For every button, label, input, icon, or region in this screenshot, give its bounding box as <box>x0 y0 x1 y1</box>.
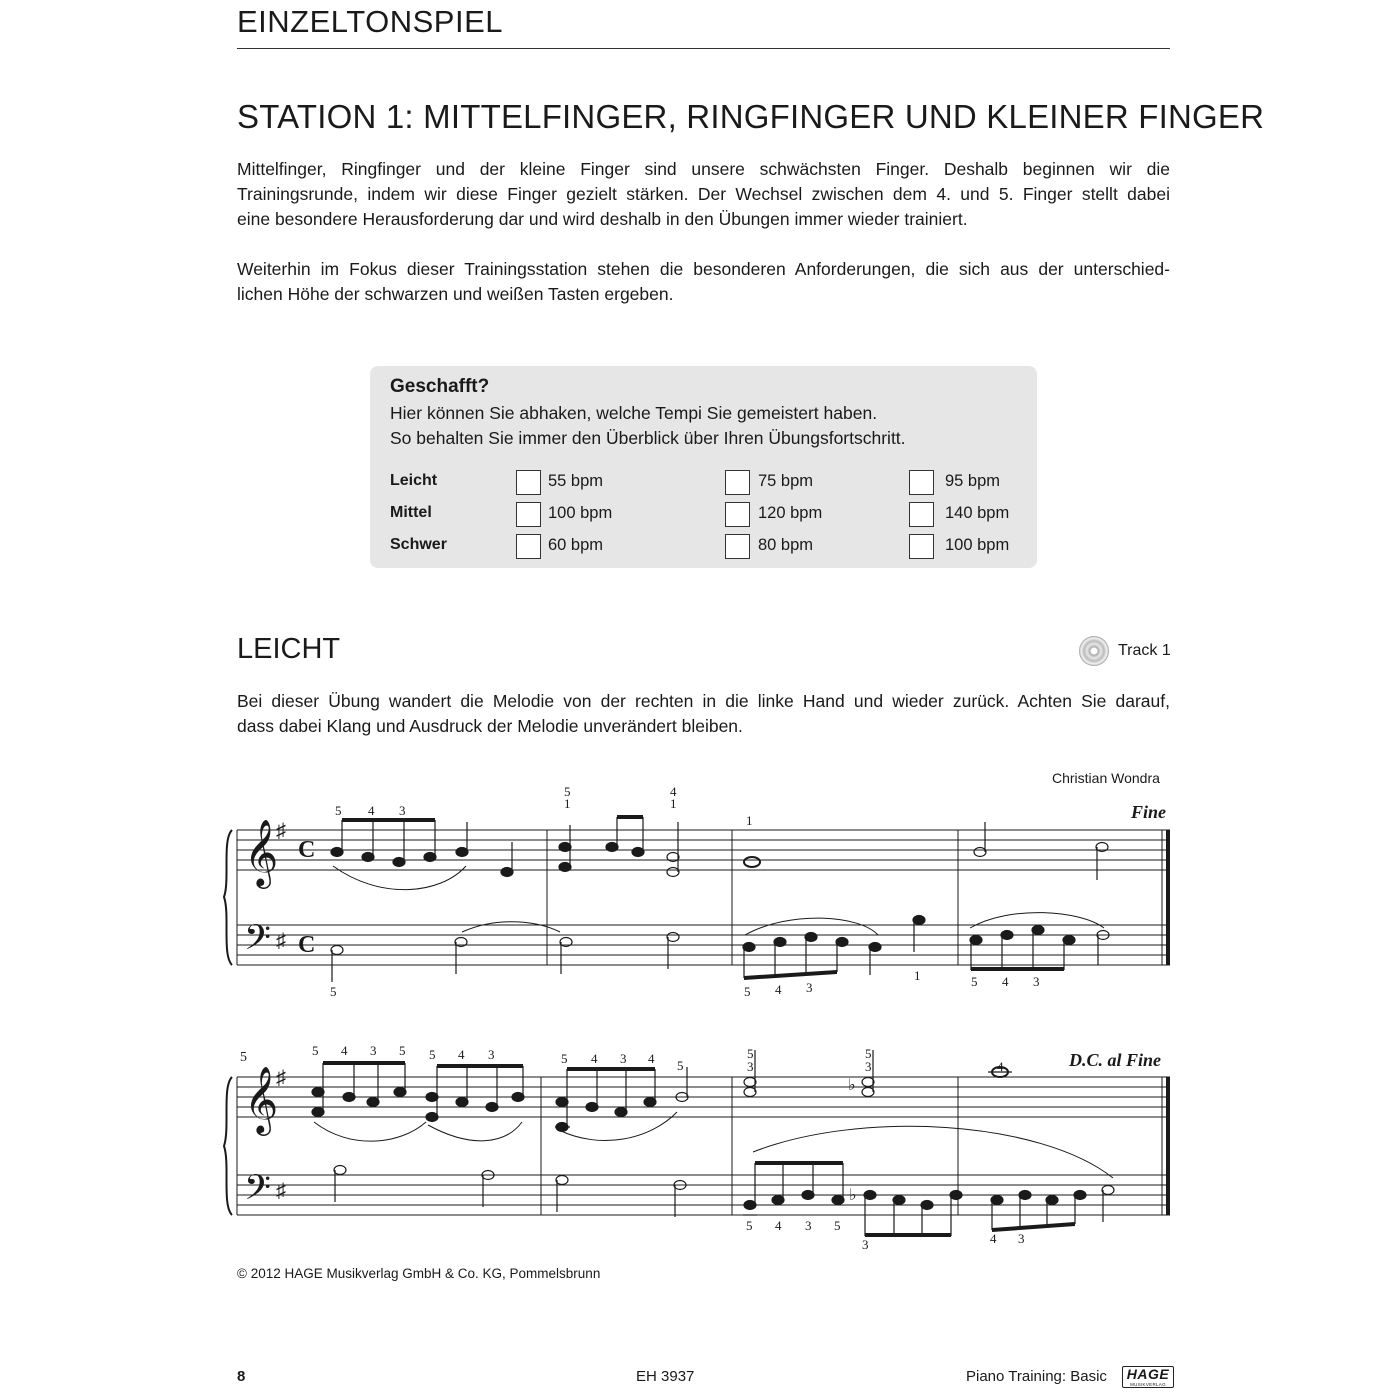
fingering: 3 <box>488 1047 495 1062</box>
row-label-mittel: Mittel <box>390 504 432 521</box>
fingering: 3 <box>806 980 813 995</box>
tempo-label: 140 bpm <box>945 504 1010 522</box>
fingering: 4 <box>368 803 375 818</box>
fingering: 5 <box>564 784 571 799</box>
fingering: 3 <box>1018 1231 1025 1246</box>
intro-p2-line: lichen Höhe der schwarzen und weißen Tasten ergeben. <box>237 284 674 304</box>
publisher-logo <box>1122 1366 1174 1388</box>
sharp-icon: ♯ <box>276 820 286 842</box>
fingering: 3 <box>805 1218 812 1233</box>
fingering: 3 <box>865 1059 872 1074</box>
fingering: 5 <box>746 1218 753 1233</box>
fingering: 1 <box>670 796 677 811</box>
fingering: 4 <box>648 1051 655 1066</box>
fingering: 4 <box>591 1051 598 1066</box>
row-label-schwer: Schwer <box>390 536 447 553</box>
row-label-leicht: Leicht <box>390 472 438 489</box>
tempo-label: 80 bpm <box>758 536 814 554</box>
tempo-label: 60 bpm <box>548 536 604 554</box>
fingering: 1 <box>564 796 571 811</box>
fingering: 5 <box>335 803 342 818</box>
fingering: 5 <box>747 1046 754 1061</box>
fingering: 5 <box>429 1047 436 1062</box>
bass-clef-icon: 𝄢 <box>244 920 272 966</box>
section-title: EINZELTONSPIEL <box>237 4 503 39</box>
fingering: 4 <box>775 982 782 997</box>
fingering: 3 <box>399 803 406 818</box>
tempo-label: 100 bpm <box>945 536 1010 554</box>
fingering: 5 <box>971 974 978 989</box>
tempo-label: 120 bpm <box>758 504 823 522</box>
station-title: STATION 1: MITTELFINGER, RINGFINGER UND KLEINER FINGER <box>237 98 1265 135</box>
track-label: Track 1 <box>1118 642 1171 659</box>
tempo-label: 75 bpm <box>758 472 814 490</box>
progress-box-line-1: Hier können Sie abhaken, welche Tempi Sie gemeistert haben. <box>390 403 878 423</box>
fingering: 4 <box>458 1047 465 1062</box>
edition-number: EH 3937 <box>636 1368 695 1385</box>
copyright-notice: © 2012 HAGE Musikverlag GmbH & Co. KG, Pommelsbrunn <box>237 1266 601 1281</box>
flat-icon: ♭ <box>849 1187 857 1204</box>
fingering: 1 <box>914 968 921 983</box>
tempo-label: 55 bpm <box>548 472 604 490</box>
fine-label: Fine <box>1131 802 1167 822</box>
progress-box-title: Geschafft? <box>390 376 490 397</box>
progress-box-line-2: So behalten Sie immer den Überblick über Ihren Übungsfortschritt. <box>390 428 906 448</box>
fingering: 5 <box>330 984 337 999</box>
measure-number: 5 <box>240 1050 247 1065</box>
sharp-icon: ♯ <box>276 930 286 952</box>
logo-text: HAGE <box>1126 1366 1170 1382</box>
tempo-label: 95 bpm <box>945 472 1001 490</box>
fingering: 3 <box>1033 974 1040 989</box>
bass-clef-icon: 𝄢 <box>244 1170 272 1216</box>
intro-p1-line: Mittelfinger, Ringfinger und der kleine Finger sind unsere schwächsten Finger. Deshalb beginnen wir die <box>237 159 1170 179</box>
intro-p1-line: Trainingsrunde, indem wir diese Finger gezielt stärken. Der Wechsel zwischen dem 4. und 5. Finger stellt dabei <box>237 184 1170 204</box>
fingering: 3 <box>620 1051 627 1066</box>
system2-treble-staff <box>237 1077 1170 1117</box>
fingering: 4 <box>341 1043 348 1058</box>
fingering: 5 <box>834 1218 841 1233</box>
description-line: Bei dieser Übung wandert die Melodie von der rechten in die linke Hand und wieder zurück. Achten Sie darauf, <box>237 691 1170 711</box>
fingering: 4 <box>670 784 677 799</box>
fingering: 5 <box>399 1043 406 1058</box>
fingering: 4 <box>997 1059 1004 1074</box>
fingering: 5 <box>677 1058 684 1073</box>
flat-icon: ♭ <box>848 1077 856 1094</box>
time-signature: C <box>298 837 316 863</box>
system1-bass-staff <box>237 925 1170 965</box>
fingering: 4 <box>990 1231 997 1246</box>
tempo-label: 100 bpm <box>548 504 613 522</box>
treble-clef-icon: 𝄞 <box>244 1067 279 1132</box>
fingering: 3 <box>862 1237 869 1252</box>
logo-subtext: MUSIKVERLAG <box>1130 1382 1166 1387</box>
sharp-icon: ♯ <box>276 1067 286 1089</box>
fingering: 4 <box>1002 974 1009 989</box>
time-signature: C <box>298 932 316 958</box>
fingering: 5 <box>865 1046 872 1061</box>
fingering: 3 <box>747 1059 754 1074</box>
system1-treble-staff <box>237 830 1170 870</box>
sharp-icon: ♯ <box>276 1180 286 1202</box>
series-title: Piano Training: Basic <box>966 1368 1107 1385</box>
fingering: 4 <box>775 1218 782 1233</box>
description-line: dass dabei Klang und Ausdruck der Melodie unverändert bleiben. <box>237 716 743 736</box>
dc-al-fine-label: D.C. al Fine <box>1069 1050 1162 1070</box>
fingering: 5 <box>744 984 751 999</box>
intro-p1-line: eine besondere Herausforderung dar und wird deshalb in den Übungen immer wieder trainiert. <box>237 209 968 229</box>
treble-clef-icon: 𝄞 <box>244 820 279 885</box>
composer-name: Christian Wondra <box>1052 770 1160 786</box>
exercise-title: LEICHT <box>237 633 341 665</box>
intro-p2-line: Weiterhin im Fokus dieser Trainingsstation stehen die besonderen Anforderungen, die sich aus der unterschied- <box>237 259 1170 279</box>
fingering: 5 <box>561 1051 568 1066</box>
fingering: 5 <box>312 1043 319 1058</box>
fingering: 3 <box>370 1043 377 1058</box>
page-number: 8 <box>237 1368 246 1385</box>
fingering: 1 <box>746 813 753 828</box>
